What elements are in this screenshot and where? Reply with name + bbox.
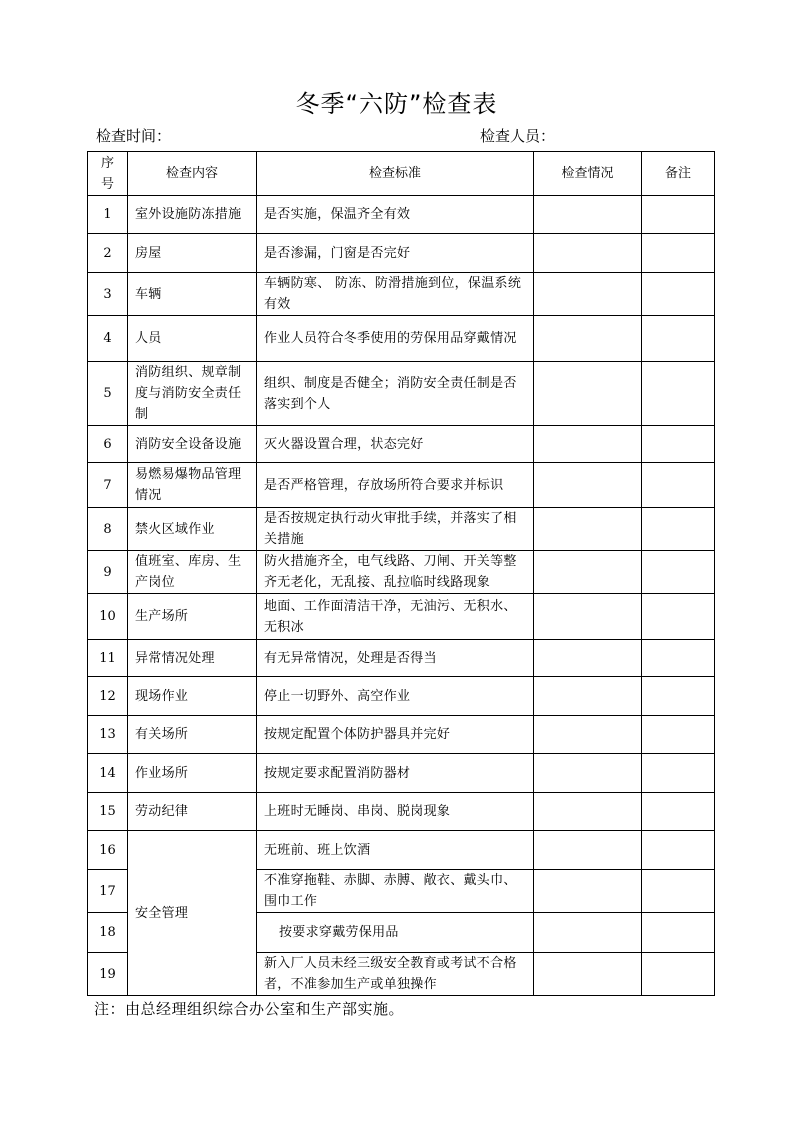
row-content: 消防组织、规章制度与消防安全责任制 xyxy=(128,362,257,426)
row-remarks-cell[interactable] xyxy=(642,196,715,234)
row-status-cell[interactable] xyxy=(534,831,642,870)
row-no: 3 xyxy=(88,273,128,316)
row-remarks-cell[interactable] xyxy=(642,640,715,677)
row-standard: 车辆防寒、 防冻、防滑措施到位，保温系统有效 xyxy=(257,273,534,316)
table-row xyxy=(88,793,715,831)
page-title: 冬季“六防”检查表 xyxy=(295,90,498,118)
row-remarks-cell[interactable] xyxy=(642,754,715,793)
row-content: 有关场所 xyxy=(128,716,257,754)
row-standard: 按规定配置个体防护器具并完好 xyxy=(257,716,534,754)
table-row xyxy=(88,508,715,551)
row-no: 17 xyxy=(88,870,128,913)
table-row xyxy=(88,594,715,640)
header-remarks: 备注 xyxy=(642,152,715,196)
row-status-cell[interactable] xyxy=(534,551,642,594)
table-row xyxy=(88,196,715,234)
row-no: 2 xyxy=(88,234,128,273)
footnote: 注：由总经理组织综合办公室和生产部实施。 xyxy=(94,1000,405,1018)
row-content: 现场作业 xyxy=(128,677,257,716)
row-status-cell[interactable] xyxy=(534,953,642,996)
row-content-merged: 安全管理 xyxy=(128,831,257,996)
row-status-cell[interactable] xyxy=(534,754,642,793)
row-no: 7 xyxy=(88,463,128,508)
table-row xyxy=(88,754,715,793)
table-row xyxy=(88,362,715,426)
row-status-cell[interactable] xyxy=(534,362,642,426)
row-content: 值班室、库房、生产岗位 xyxy=(128,551,257,594)
row-remarks-cell[interactable] xyxy=(642,913,715,953)
table-row xyxy=(88,551,715,594)
row-standard: 新入厂人员未经三级安全教育或考试不合格者，不准参加生产或单独操作 xyxy=(257,953,534,996)
inspection-table xyxy=(87,151,715,996)
row-status-cell[interactable] xyxy=(534,273,642,316)
row-content: 易燃易爆物品管理情况 xyxy=(128,463,257,508)
row-status-cell[interactable] xyxy=(534,196,642,234)
table-row xyxy=(88,426,715,463)
row-no: 18 xyxy=(88,913,128,953)
inspection-time-label: 检查时间： xyxy=(96,127,172,145)
row-no: 8 xyxy=(88,508,128,551)
row-content: 异常情况处理 xyxy=(128,640,257,677)
row-standard: 是否严格管理，存放场所符合要求并标识 xyxy=(257,463,534,508)
row-status-cell[interactable] xyxy=(534,508,642,551)
row-remarks-cell[interactable] xyxy=(642,234,715,273)
row-content: 劳动纪律 xyxy=(128,793,257,831)
table-row xyxy=(88,831,715,870)
row-remarks-cell[interactable] xyxy=(642,316,715,362)
row-status-cell[interactable] xyxy=(534,316,642,362)
row-standard: 上班时无睡岗、串岗、脱岗现象 xyxy=(257,793,534,831)
table-row xyxy=(88,677,715,716)
row-status-cell[interactable] xyxy=(534,640,642,677)
row-no: 19 xyxy=(88,953,128,996)
table-row xyxy=(88,273,715,316)
row-standard: 是否渗漏，门窗是否完好 xyxy=(257,234,534,273)
row-status-cell[interactable] xyxy=(534,677,642,716)
row-remarks-cell[interactable] xyxy=(642,273,715,316)
row-remarks-cell[interactable] xyxy=(642,831,715,870)
row-content: 房屋 xyxy=(128,234,257,273)
row-standard: 是否实施，保温齐全有效 xyxy=(257,196,534,234)
row-status-cell[interactable] xyxy=(534,463,642,508)
table-row xyxy=(88,234,715,273)
row-standard: 有无异常情况，处理是否得当 xyxy=(257,640,534,677)
table-header-row xyxy=(88,152,715,196)
row-no: 1 xyxy=(88,196,128,234)
inspector-label: 检查人员： xyxy=(480,127,556,145)
header-status: 检查情况 xyxy=(534,152,642,196)
row-remarks-cell[interactable] xyxy=(642,953,715,996)
row-standard: 灭火器设置合理，状态完好 xyxy=(257,426,534,463)
row-remarks-cell[interactable] xyxy=(642,793,715,831)
row-status-cell[interactable] xyxy=(534,234,642,273)
table-row xyxy=(88,463,715,508)
row-remarks-cell[interactable] xyxy=(642,551,715,594)
row-no: 15 xyxy=(88,793,128,831)
row-content: 人员 xyxy=(128,316,257,362)
row-status-cell[interactable] xyxy=(534,426,642,463)
row-content: 禁火区域作业 xyxy=(128,508,257,551)
row-remarks-cell[interactable] xyxy=(642,426,715,463)
row-no: 14 xyxy=(88,754,128,793)
row-standard: 无班前、班上饮酒 xyxy=(257,831,534,870)
row-content: 作业场所 xyxy=(128,754,257,793)
table-row xyxy=(88,316,715,362)
row-no: 16 xyxy=(88,831,128,870)
row-standard: 地面、工作面清洁干净，无油污、无积水、无积冰 xyxy=(257,594,534,640)
row-no: 13 xyxy=(88,716,128,754)
row-status-cell[interactable] xyxy=(534,594,642,640)
header-no-line2: 号 xyxy=(100,176,114,192)
table-row xyxy=(88,640,715,677)
row-no: 11 xyxy=(88,640,128,677)
row-remarks-cell[interactable] xyxy=(642,362,715,426)
header-standard: 检查标准 xyxy=(257,152,534,196)
row-standard: 作业人员符合冬季使用的劳保用品穿戴情况 xyxy=(257,316,534,362)
row-remarks-cell[interactable] xyxy=(642,716,715,754)
row-remarks-cell[interactable] xyxy=(642,677,715,716)
row-no: 5 xyxy=(88,362,128,426)
row-remarks-cell[interactable] xyxy=(642,870,715,913)
header-content: 检查内容 xyxy=(128,152,257,196)
row-standard: 防火措施齐全，电气线路、刀闸、开关等整齐无老化，无乱接、乱拉临时线路现象 xyxy=(257,551,534,594)
row-no: 10 xyxy=(88,594,128,640)
row-no: 9 xyxy=(88,551,128,594)
row-remarks-cell[interactable] xyxy=(642,594,715,640)
header-no-line1: 序 xyxy=(100,155,114,171)
header-no xyxy=(88,152,128,196)
row-remarks-cell[interactable] xyxy=(642,463,715,508)
row-content: 室外设施防冻措施 xyxy=(128,196,257,234)
row-status-cell[interactable] xyxy=(534,870,642,913)
row-no: 12 xyxy=(88,677,128,716)
row-status-cell[interactable] xyxy=(534,716,642,754)
row-standard: 组织、制度是否健全；消防安全责任制是否落实到个人 xyxy=(257,362,534,426)
row-no: 4 xyxy=(88,316,128,362)
row-standard: 不准穿拖鞋、赤脚、赤膊、敞衣、戴头巾、围巾工作 xyxy=(257,870,534,913)
row-standard: 停止一切野外、高空作业 xyxy=(257,677,534,716)
row-content: 生产场所 xyxy=(128,594,257,640)
row-remarks-cell[interactable] xyxy=(642,508,715,551)
row-standard: 按规定要求配置消防器材 xyxy=(257,754,534,793)
row-standard: 按要求穿戴劳保用品 xyxy=(257,913,534,953)
row-content: 消防安全设备设施 xyxy=(128,426,257,463)
row-content: 车辆 xyxy=(128,273,257,316)
row-status-cell[interactable] xyxy=(534,913,642,953)
row-standard: 是否按规定执行动火审批手续，并落实了相关措施 xyxy=(257,508,534,551)
row-no: 6 xyxy=(88,426,128,463)
row-status-cell[interactable] xyxy=(534,793,642,831)
table-row xyxy=(88,716,715,754)
